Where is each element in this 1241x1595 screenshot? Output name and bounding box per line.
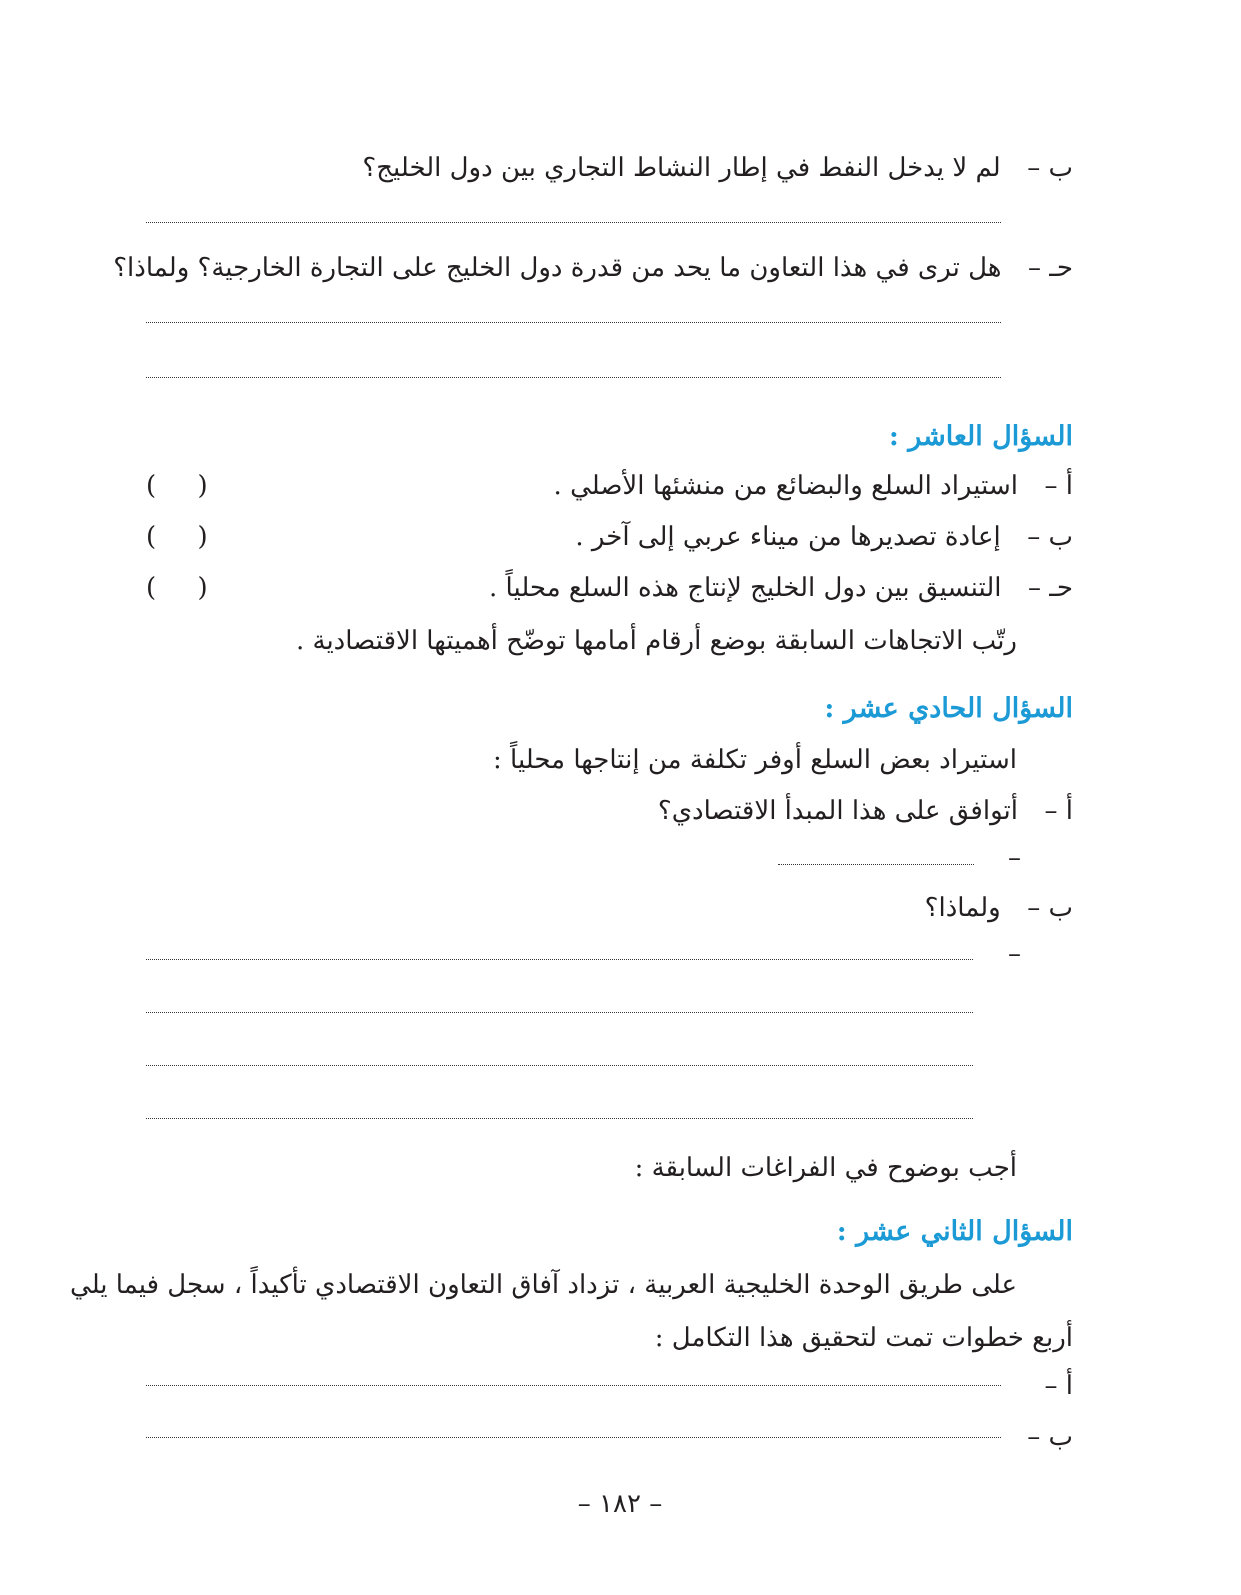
answer-line[interactable] — [146, 1118, 973, 1119]
answer-line[interactable] — [146, 1437, 1001, 1438]
q10-item-h-text: التنسيق بين دول الخليج لإنتاج هذه السلع محلياً . — [489, 573, 1002, 603]
q10-instruction: رتّب الاتجاهات السابقة بوضع أرقام أمامها توضّح أهميتها الاقتصادية . — [295, 626, 1017, 656]
q9-h-item — [113, 250, 1073, 286]
q10-item-h-marker: حـ – — [1028, 573, 1073, 603]
q11-a-text: أتوافق على هذا المبدأ الاقتصادي؟ — [657, 796, 1018, 826]
q9-b-marker: ب – — [1027, 153, 1073, 183]
q10-item-a-text: استيراد السلع والبضائع من منشئها الأصلي . — [553, 471, 1018, 501]
q9-h-marker: حـ – — [1028, 253, 1073, 283]
q9-b-item — [362, 150, 1073, 186]
rank-blank[interactable]: ( ) — [146, 471, 208, 501]
page-number: – ١٨٢ – — [577, 1489, 663, 1519]
q9-h-text: هل ترى في هذا التعاون ما يحد من قدرة دول الخليج على التجارة الخارجية؟ ولماذا؟ — [113, 253, 1002, 283]
q12-title: السؤال الثاني عشر : — [836, 1216, 1073, 1247]
q12-para-line2: أربع خطوات تمت لتحقيق هذا التكامل : — [654, 1323, 1073, 1353]
answer-line[interactable] — [146, 377, 1001, 378]
q11-b-marker: ب – — [1027, 893, 1073, 923]
q10-item-h — [489, 570, 1073, 606]
q10-title: السؤال العاشر : — [888, 421, 1073, 452]
dash: – — [1008, 939, 1021, 969]
q11-b-item — [925, 890, 1073, 926]
rank-blank[interactable]: ( ) — [146, 522, 208, 552]
q10-item-b-marker: ب – — [1027, 522, 1073, 552]
answer-line[interactable] — [146, 1385, 1001, 1386]
q10-item-a — [554, 468, 1073, 504]
q12-b-marker: ب – — [1027, 1422, 1073, 1452]
dash: – — [1008, 843, 1021, 873]
q10-item-a-marker: أ – — [1044, 471, 1073, 501]
answer-line[interactable] — [146, 222, 1001, 223]
q12-a-marker: أ – — [1044, 1371, 1073, 1401]
answer-line[interactable] — [146, 1012, 973, 1013]
q10-item-b-text: إعادة تصديرها من ميناء عربي إلى آخر . — [575, 522, 1001, 552]
q12-para-line1: على طريق الوحدة الخليجية العربية ، تزداد آفاق التعاون الاقتصادي تأكيداً ، سجل فيما يلي — [70, 1270, 1017, 1300]
q9-b-text: لم لا يدخل النفط في إطار النشاط التجاري بين دول الخليج؟ — [362, 153, 1001, 183]
q11-a-marker: أ – — [1044, 796, 1073, 826]
q11-a-item — [658, 793, 1073, 829]
q11-title: السؤال الحادي عشر : — [824, 693, 1073, 724]
answer-line[interactable] — [146, 959, 973, 960]
answer-line[interactable] — [146, 322, 1001, 323]
q11-closing: أجب بوضوح في الفراغات السابقة : — [634, 1153, 1017, 1183]
q11-intro: استيراد بعض السلع أوفر تكلفة من إنتاجها محلياً : — [493, 745, 1017, 775]
rank-blank[interactable]: ( ) — [146, 573, 208, 603]
answer-line[interactable] — [778, 864, 974, 865]
answer-line[interactable] — [146, 1065, 973, 1066]
q11-b-text: ولماذا؟ — [924, 893, 1001, 923]
q10-item-b — [575, 519, 1073, 555]
